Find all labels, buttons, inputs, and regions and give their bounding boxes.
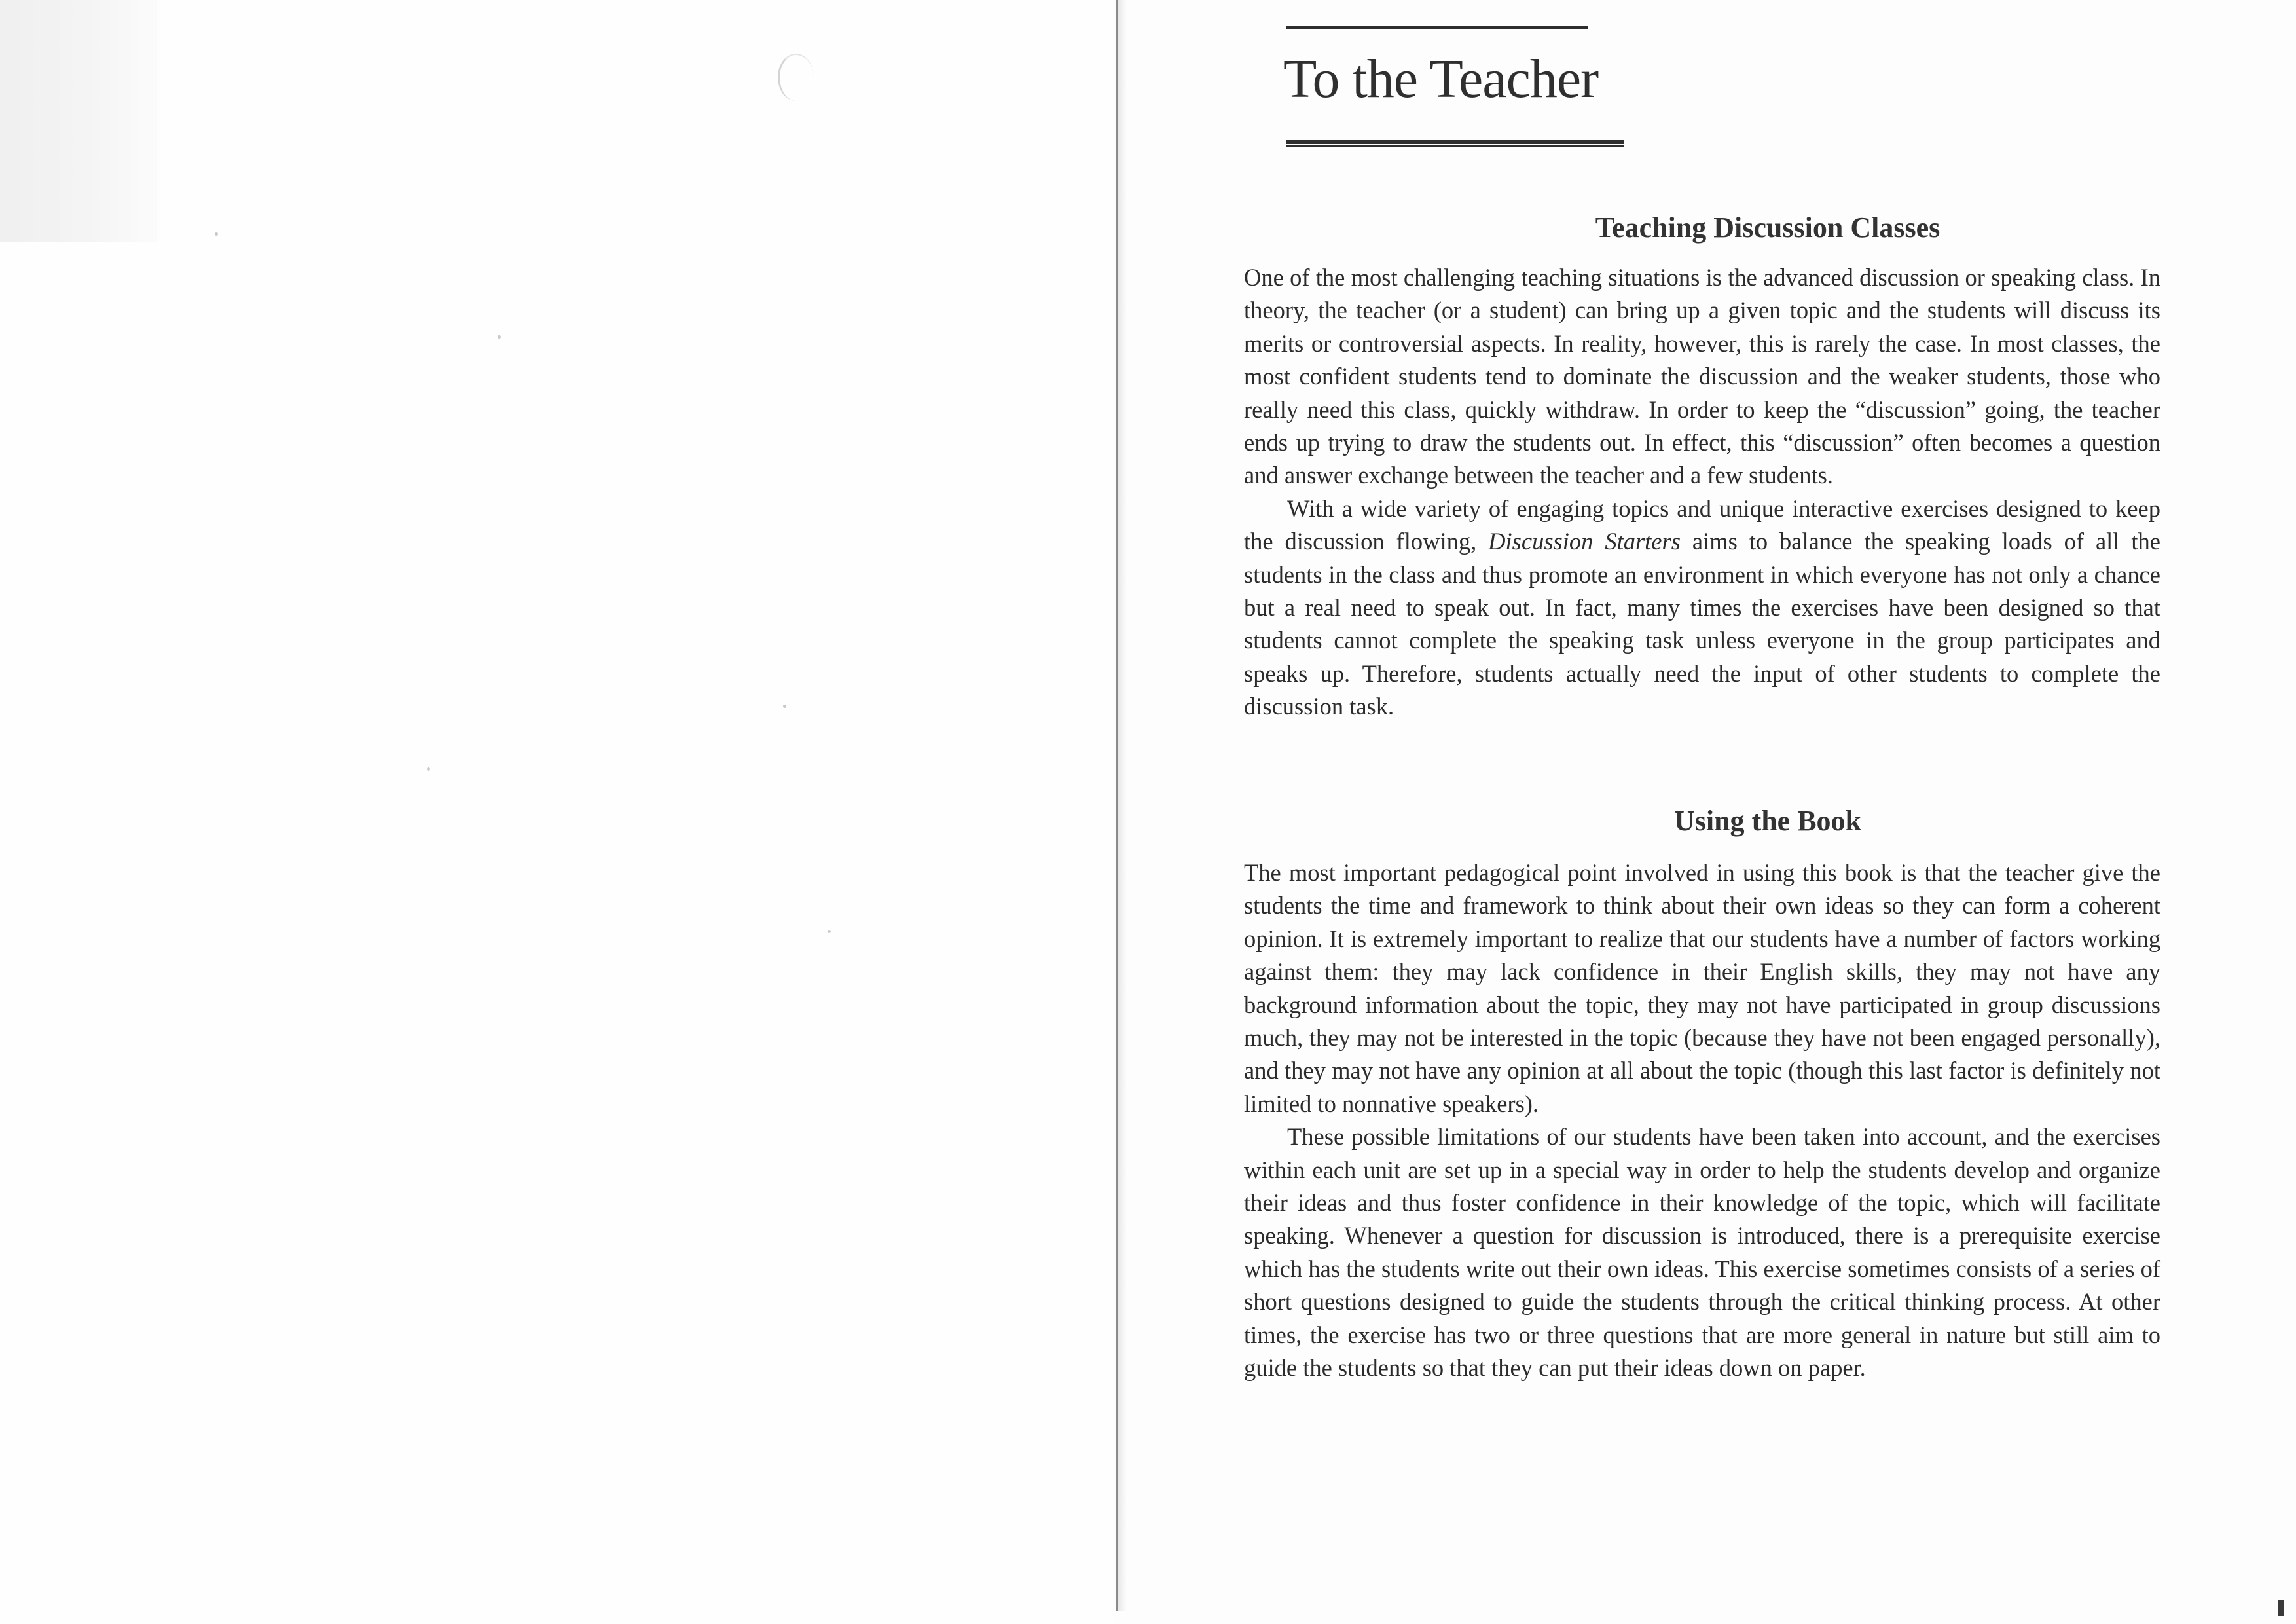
paragraph: The most important pedagogical point involved in using this book is that the teacher give the students the time and framework to think about their own ideas so they can form a coherent opinion. It is extremely important to realize that our students have a number of factors working against them: they may lack confidence in their English skills, they may not have any background information about the topic, they may not have participated in group discussions much, they may not be interested in the topic (because they have not been engaged personally), and they may not have any opinion at all about the topic (though this last factor is definitely not limited to nonnative speakers).	[1244, 859, 2160, 1117]
dust-speck	[783, 705, 786, 708]
left-page-blank	[0, 0, 1113, 1624]
section-heading: Using the Book	[1673, 805, 1862, 837]
paragraph-text: With a wide variety of engaging topics and unique interactive exercises designed to keep the discussion flowing,	[1244, 494, 2160, 555]
page-title: To the Teacher	[1283, 48, 1599, 109]
section-body	[1244, 261, 2160, 724]
dust-speck	[427, 767, 430, 771]
title-rule-top	[1286, 26, 1588, 29]
dust-speck	[828, 930, 831, 933]
book-title: Discussion Starters	[1488, 528, 1681, 555]
gutter-shadow	[1118, 0, 1127, 1611]
page-edge-mark	[2278, 1600, 2284, 1616]
scan-smudge	[0, 0, 157, 242]
section-body	[1244, 857, 2160, 1385]
paragraph: One of the most challenging teaching situations is the advanced discussion or speaking class. In theory, the teacher (or a student) can bring up a given topic and the students will discuss its merits or controversial aspects. In reality, however, this is rarely the case. In most classes, the most confident students tend to dominate the discussion and the weaker students, those who really need this class, quickly withdraw. In order to keep the “discussion” going, the teacher ends up trying to draw the students out. In effect, this “discussion” often becomes a question and answer exchange between the teacher and a few students.	[1244, 264, 2160, 489]
dust-speck	[498, 335, 501, 339]
paragraph-text: aims to balance the speaking loads of all the students in the class and thus promote an environment in which everyone has not only a chance but a real need to speak out. In fact, many times the exercises have been designed so that students cannot complete the speaking task unless everyone in the group participates and speaks up. Therefore, students actually need the input of other students to complete the discussion task.	[1244, 528, 2160, 720]
dust-speck	[215, 232, 218, 236]
title-rule-bottom	[1286, 140, 1624, 147]
section-heading: Teaching Discussion Classes	[1595, 212, 1941, 244]
paragraph	[1244, 492, 2160, 724]
paragraph: These possible limitations of our students have been taken into account, and the exercises within each unit are set up in a special way in order to help the students develop and organize their ideas and thus foster confidence in their knowledge of the topic, which will facilitate speaking. Whenever a question for discussion is introduced, there is a prerequisite exercise which has the students write out their own ideas. This exercise sometimes consists of a series of short questions designed to guide the students through the critical thinking process. At other times, the exercise has two or three questions that are more general in nature but still aim to guide the students so that they can put their ideas down on paper.	[1244, 1123, 2160, 1382]
punch-hole-mark	[778, 54, 814, 101]
